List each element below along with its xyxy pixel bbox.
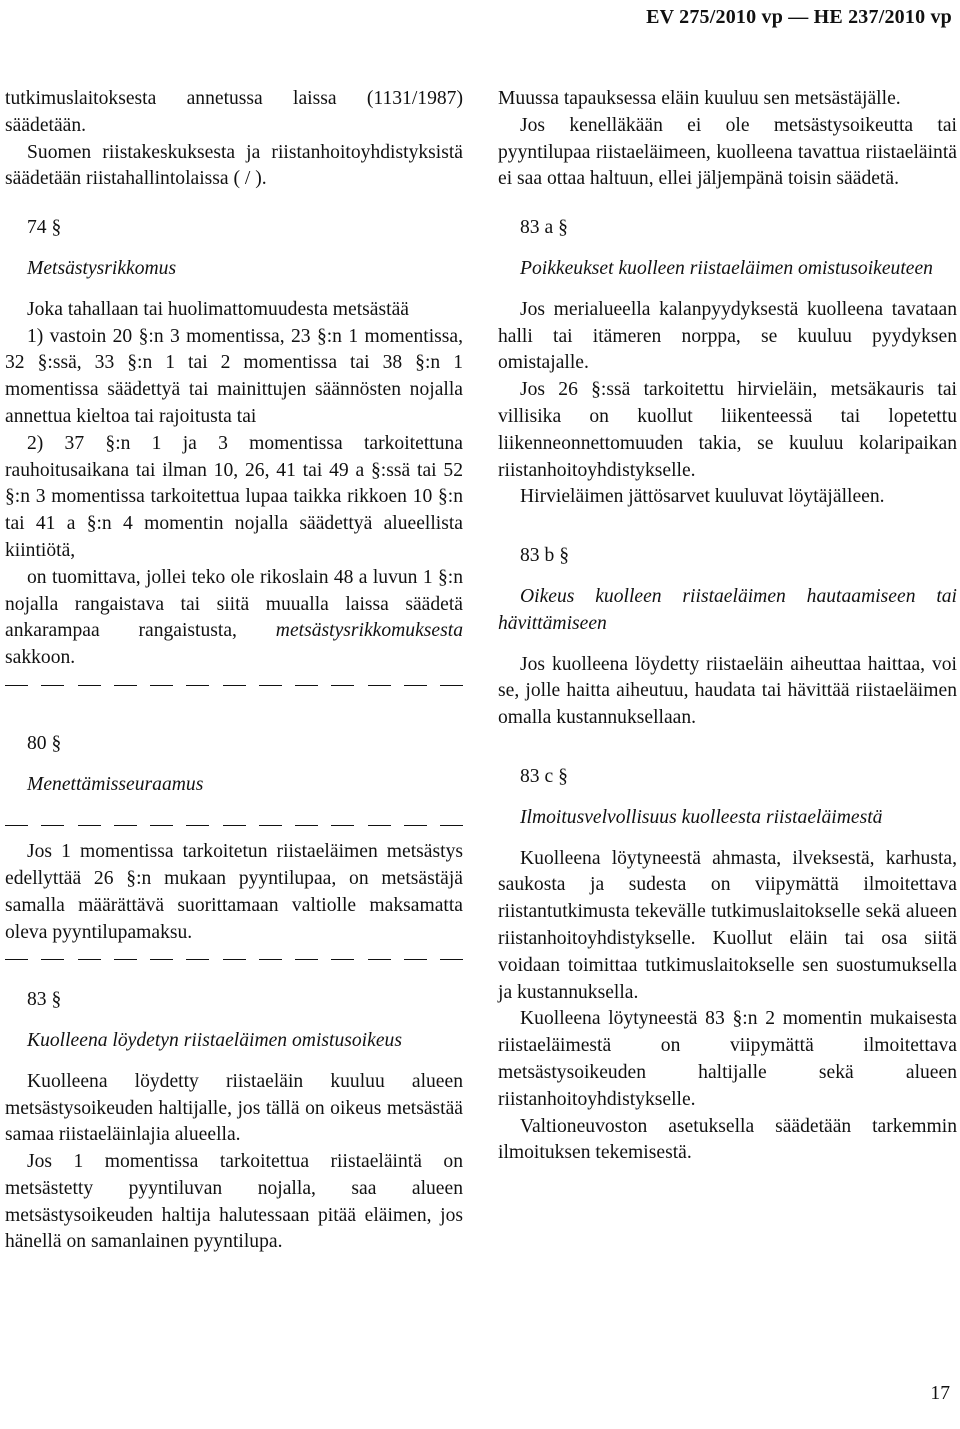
section-title: Kuolleena löydetyn riistaeläimen omistusoikeus <box>27 1029 402 1051</box>
section-number: 83 b § <box>520 545 569 567</box>
paragraph: Hirvieläimen jättösarvet kuuluvat löytäjälleen. <box>520 486 885 508</box>
section-title: Poikkeukset kuolleen riistaeläimen omistusoikeuteen <box>520 257 933 279</box>
paragraph: 2) 37 §:n 1 ja 3 momentissa tarkoitettuna rauhoitusaikana tai ilman 10, 26, 41 tai 49 a §:ssä tai 52 §:n 3 momentissa tarkoitettua lupaa taikka rikkoen 10 §:n tai 41 a §:n 4 momentin nojalla säädettyä alueellista kiintiötä, <box>5 432 463 561</box>
paragraph: Jos 1 momentissa tarkoitetun riistaeläimen metsästys edellyttää 26 §:n mukaan pyyntilupaa, on metsästäjä samalla määrättävä suorittamaan valtiolle maksamatta oleva pyyntilupamaksu. <box>5 841 463 943</box>
omission-dashes <box>5 946 463 973</box>
paragraph <box>5 565 463 672</box>
section-number: 80 § <box>27 732 62 754</box>
right-column <box>498 86 957 1167</box>
paragraph: Kuolleena löytyneestä ahmasta, ilveksestä, karhusta, saukosta ja sudesta on viipymättä ilmoitettava riistantutkimusta tekevälle tutkimuslaitokselle sekä alueen riistanhoitoyhdistykselle. Kuollut eläin tai osa siitä voidaan toimittaa tutkimuslaitokselle sen suostumuksella ja kustannuksella. <box>498 847 957 1003</box>
paragraph: Joka tahallaan tai huolimattomuudesta metsästää <box>27 298 409 320</box>
section-title: Menettämisseuraamus <box>27 773 204 795</box>
paragraph: tutkimuslaitoksesta annetussa laissa (1131/1987) säädetään. <box>5 88 463 136</box>
paragraph: Jos 1 momentissa tarkoitettua riistaeläintä on metsästetty pyyntiluvan nojalla, saa alueen metsästysoikeuden haltija halutessaan pitää eläimen, jos hänellä on samanlainen pyyntilupa. <box>5 1151 463 1253</box>
section-title: Ilmoitusvelvollisuus kuolleesta riistaeläimestä <box>520 806 883 828</box>
left-column <box>5 86 463 1256</box>
omission-dashes <box>5 672 463 699</box>
omission-dashes <box>5 812 463 839</box>
section-number: 74 § <box>27 217 62 239</box>
section-title: Metsästysrikkomus <box>27 257 177 279</box>
paragraph: Jos kenelläkään ei ole metsästysoikeutta tai pyyntilupaa riistaeläimeen, kuolleena tavattua riistaeläintä ei saa ottaa haltuun, ellei jäljempänä toisin säädetä. <box>498 114 957 190</box>
section-title: Oikeus kuolleen riistaeläimen hautaamiseen tai hävittämiseen <box>498 585 957 634</box>
page-number: 17 <box>930 1383 950 1404</box>
section-number: 83 a § <box>520 217 568 239</box>
paragraph: Valtioneuvoston asetuksella säädetään tarkemmin ilmoituksen tekemisestä. <box>498 1115 957 1164</box>
paragraph: 1) vastoin 20 §:n 3 momentissa, 23 §:n 1 momentissa, 32 §:ssä, 33 §:n 1 tai 2 momentissa tai 38 §:n 1 momentissa säädettyä tai mainittujen säännösten nojalla annettua kieltoa tai rajoitusta tai <box>5 325 463 427</box>
page-header: EV 275/2010 vp — HE 237/2010 vp <box>646 6 952 28</box>
emphasis: metsästysrikkomuksesta <box>275 620 463 642</box>
section-number: 83 § <box>27 989 62 1011</box>
text: sakkoon. <box>5 647 76 669</box>
paragraph: Muussa tapauksessa eläin kuuluu sen metsästäjälle. <box>498 88 901 109</box>
paragraph: Jos 26 §:ssä tarkoitettu hirvieläin, metsäkauris tai villisika on kuollut liikenteessä tai lopetettu liikenneonnettomuuden takia, se kuuluu kolaripaikan riistanhoitoyhdistykselle. <box>498 379 957 481</box>
paragraph: Jos merialueella kalanpyydyksestä kuolleena tavataan halli tai itämeren norppa, se kuuluu pyydyksen omistajalle. <box>498 298 957 374</box>
paragraph: Kuolleena löytyneestä 83 §:n 2 momentin mukaisesta riistaeläimestä on viipymättä ilmoitettava metsästysoikeuden haltijalle sekä alueen riistanhoitoyhdistykselle. <box>498 1008 957 1110</box>
paragraph: Jos kuolleena löydetty riistaeläin aiheuttaa haittaa, voi se, jolle haitta aiheutuu, haudata tai hävittää riistaeläimen omalla kustannuksellaan. <box>498 653 957 729</box>
paragraph: Kuolleena löydetty riistaeläin kuuluu alueen metsästysoikeuden haltijalle, jos tällä on oikeus metsästää samaa riistaeläinlajia alueella. <box>5 1070 463 1146</box>
text: on tuomittava, jollei teko ole rikoslain 48 a luvun 1 §:n nojalla rangaistava tai siitä muualla laissa säädetä ankarampaa rangaistusta, <box>5 566 463 642</box>
paragraph: Suomen riistakeskuksesta ja riistanhoitoyhdistyksistä säädetään riistahallintolaissa ( / ). <box>5 141 463 190</box>
section-number: 83 c § <box>520 765 568 787</box>
